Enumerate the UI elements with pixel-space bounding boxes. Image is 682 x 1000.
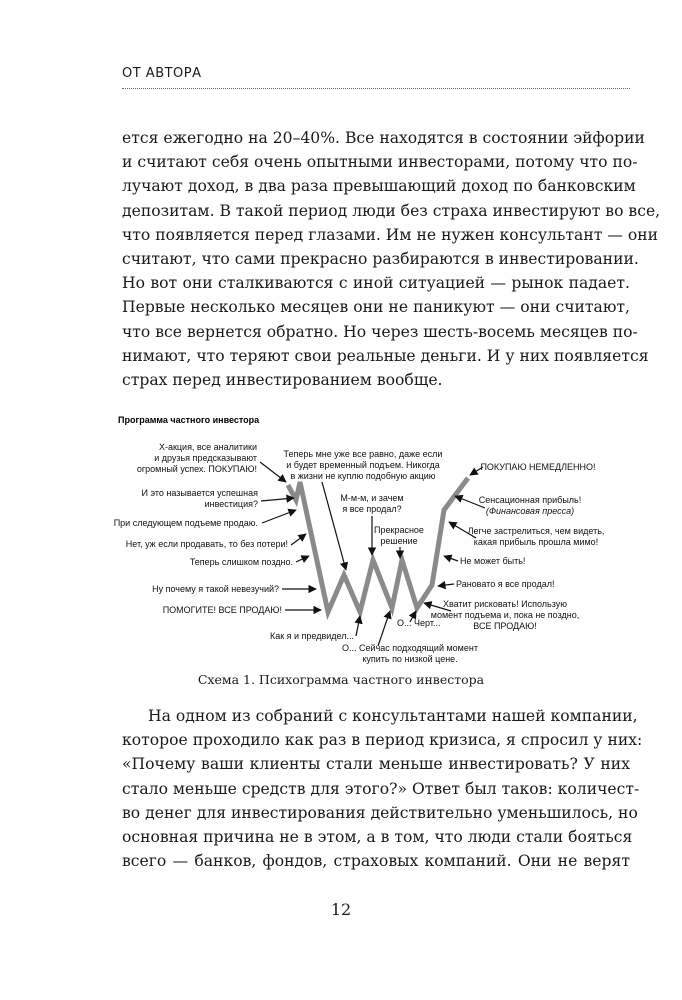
label-left-3: При следующем подъеме продаю. (113, 518, 258, 528)
label-right-4: Не может быть! (460, 556, 526, 566)
text-line: считают, что сами прекрасно разбираются в инвестировании. (122, 250, 639, 269)
text-line: во денег для инвестирования действительно уменьшилось, но (122, 803, 638, 822)
text-line: «Почему ваши клиенты стали меньше инвестировать? У них (122, 755, 630, 774)
label-right-6: Хватит рисковать! Использую момент подъема и, пока не поздно, ВСЕ ПРОДАЮ! (430, 599, 580, 631)
label-left-7: ПОМОГИТЕ! ВСЕ ПРОДАЮ! (162, 605, 282, 615)
label-left-1: Х-акция, все аналитики и друзья предсказывают огромный успех. ПОКУПАЮ! (136, 442, 257, 474)
arrow (296, 556, 309, 562)
arrow (260, 462, 286, 482)
figure-title: Программа частного инвестора (118, 415, 260, 425)
label-right-1: ПОКУПАЮ НЕМЕДЛЕННО! (480, 462, 596, 472)
text-line: всего — банков, фондов, страховых компаний. Они не верят (122, 852, 630, 871)
text-line: Первые несколько месяцев они не паникуют — они считают, (122, 298, 630, 317)
text-line: На одном из собраний с консультантами нашей компании, (148, 707, 638, 725)
investor-psychogram-figure (110, 410, 640, 668)
text-line: основная причина не в этом, а в том, что люди стали бояться (122, 828, 633, 847)
paragraph-2 (122, 704, 643, 873)
label-left-5: Теперь слишком поздно. (189, 557, 293, 567)
label-center-1: Теперь мне уже все равно, даже если и будет временный подъем. Никогда в жизни не куплю подобную акцию (283, 449, 443, 481)
bottom-labels (270, 618, 478, 664)
arrow (378, 611, 390, 646)
label-right-2: Сенсационная прибыль! (Финансовая пресса) (478, 495, 582, 516)
arrow (262, 510, 296, 523)
arrow (291, 534, 306, 545)
header-dotted-rule (122, 88, 630, 89)
text-line: лучают доход, в два раза превышающий доход по банковским (122, 177, 636, 196)
label-left-6: Ну почему я такой невезучий? (152, 584, 279, 594)
text-line: и считают себя очень опытными инвесторами, потому что по- (122, 153, 638, 172)
label-bottom-2: О... Сейчас подходящий момент купить по низкой цене. (342, 643, 478, 664)
text-line: что появляется перед глазами. Им не нужен консультант — они (122, 225, 659, 244)
arrow (444, 556, 458, 561)
text-line: Но вот они сталкиваются с иной ситуацией — рынок падает. (122, 274, 630, 293)
text-line: страх перед инвестированием вообще. (122, 371, 443, 390)
left-labels (114, 442, 293, 615)
arrow (261, 498, 294, 501)
label-left-4: Нет, уж если продавать, то без потери! (125, 539, 288, 549)
text-line: что все вернется обратно. Но через шесть-восемь месяцев по- (122, 322, 638, 341)
label-bottom-3: О... Черт... (397, 618, 441, 628)
running-head: ОТ АВТОРА (122, 66, 202, 81)
figure-caption: Схема 1. Психограмма частного инвестора (197, 672, 485, 687)
label-center-2: М-м-м, и зачем я все продал? (340, 493, 404, 514)
label-bottom-1: Как я и предвидел... (269, 631, 354, 641)
label-center-3: Прекрасное решение (374, 525, 424, 546)
text-line: ется ежегодно на 20–40%. Все находятся в состоянии эйфории (122, 129, 645, 147)
arrow (356, 616, 360, 636)
page-number: 12 (330, 900, 352, 919)
text-line: депозитам. В такой период люди без страха инвестируют во все, (122, 201, 661, 220)
label-left-2: И это называется успешная инвестиция? (141, 488, 258, 509)
center-labels (284, 449, 443, 546)
arrow (438, 584, 454, 586)
psychogram-diagram (110, 410, 640, 668)
label-right-3: Легче застрелиться, чем видеть, какая прибыль прошла мимо! (467, 526, 605, 547)
paragraph-1 (122, 126, 661, 392)
text-line: стало меньше средств для этого?» Ответ был таков: количест- (122, 779, 640, 798)
text-line: которое проходило как раз в период кризиса, я спросил у них: (122, 731, 643, 750)
label-right-5: Рановато я все продал! (456, 579, 555, 589)
right-labels (431, 462, 605, 631)
text-line: нимают, что теряют свои реальные деньги. И у них появляется (122, 346, 649, 365)
